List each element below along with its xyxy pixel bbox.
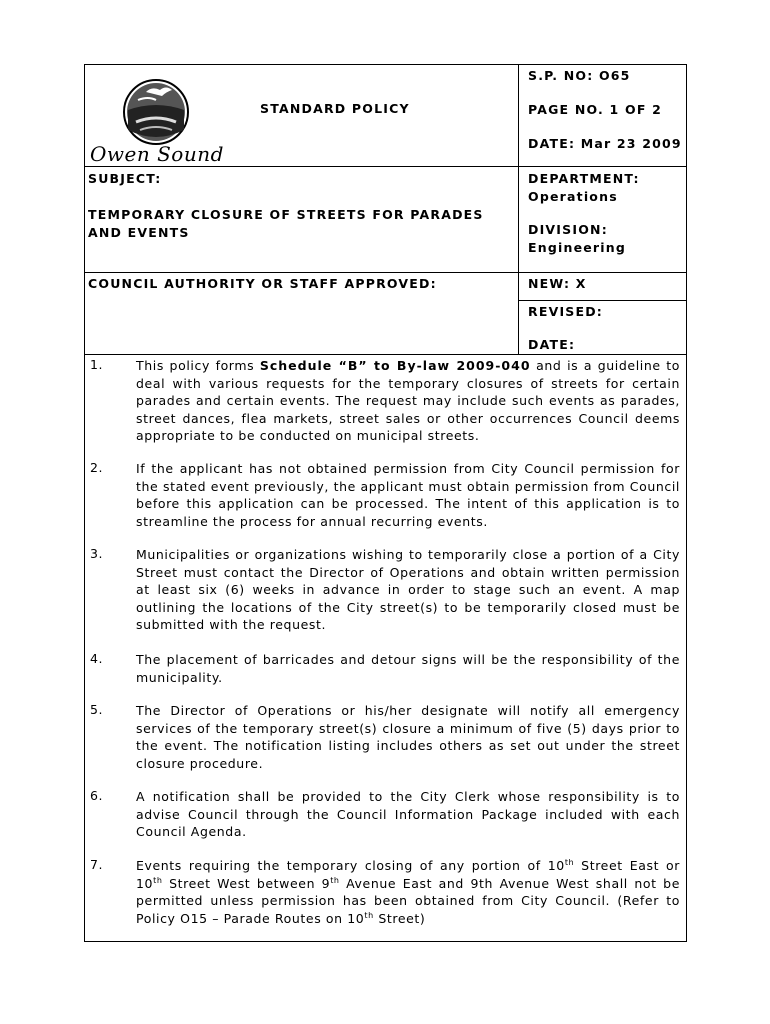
new-field: NEW: X — [528, 276, 587, 291]
sp-number: S.P. NO: O65 — [528, 68, 631, 83]
row-divider-1 — [84, 166, 687, 167]
subject-text: TEMPORARY CLOSURE OF STREETS FOR PARADES AND EVENTS — [88, 207, 484, 240]
paragraph-4: The placement of barricades and detour signs will be the responsibility of the municipality. — [136, 652, 680, 685]
council-authority-label: COUNCIL AUTHORITY OR STAFF APPROVED: — [88, 276, 437, 291]
division-value: Engineering — [528, 240, 627, 255]
paragraph-number: 1. — [90, 357, 104, 372]
row-divider-4 — [84, 354, 687, 355]
paragraph-6: A notification shall be provided to the City Clerk whose responsibility is to advise Council through the Council Information Package included with each Council Agenda. — [136, 789, 680, 839]
row-divider-2 — [84, 272, 687, 273]
department-label: DEPARTMENT: — [528, 171, 640, 186]
paragraph-5: The Director of Operations or his/her designate will notify all emergency services of the temporary street(s) closure a minimum of five (5) days prior to the event. The notification listing includes others as set out under the street closure procedure. — [136, 703, 680, 771]
frame-right — [686, 64, 687, 942]
frame-top — [84, 64, 687, 65]
policy-date: DATE: Mar 23 2009 — [528, 136, 682, 151]
paragraph-number: 2. — [90, 460, 104, 475]
paragraph-2: If the applicant has not obtained permission from City Council permission for the stated event previously, the applicant must obtain permission from Council before this application can be processed. The intent of this application is to streamline the process for annual recurring events. — [136, 461, 680, 529]
paragraph-number: 6. — [90, 788, 104, 803]
frame-left — [84, 64, 85, 942]
row-divider-3 — [518, 300, 687, 301]
paragraph-3: Municipalities or organizations wishing to temporarily close a portion of a City Street must contact the Director of Operations and obtain written permission at least six (6) weeks in advance in order to stage such an event. A map outlining the locations of the City street(s) to be temporarily closed must be submitted with the request. — [136, 547, 680, 632]
division-label: DIVISION: — [528, 222, 608, 237]
page-number: PAGE NO. 1 OF 2 — [528, 102, 663, 117]
paragraph-number: 7. — [90, 857, 104, 872]
standard-policy-title: STANDARD POLICY — [260, 101, 410, 116]
date-field: DATE: — [528, 337, 576, 352]
paragraph-number: 3. — [90, 546, 104, 561]
column-divider — [518, 64, 519, 354]
department-value: Operations — [528, 189, 618, 204]
subject-label: SUBJECT: — [88, 171, 162, 186]
paragraph-1: This policy forms Schedule “B” to By-law 2009-040 and is a guideline to deal with various requests for the temporary closures of streets for certain parades and certain events. The request may include such events as parades, street dances, flea markets, street sales or other occurrences Council deems appropriate to be conducted on municipal streets. — [136, 358, 681, 443]
frame-bottom — [84, 941, 687, 942]
logo-wordmark: Owen Sound — [90, 142, 224, 166]
paragraph-number: 4. — [90, 651, 104, 666]
revised-field: REVISED: — [528, 304, 604, 319]
owen-sound-logo — [88, 70, 224, 165]
paragraph-7: Events requiring the temporary closing of any portion of 10th Street East or 10th Street West between 9th Avenue East and 9th Avenue West shall not be permitted unless permission has been obtained from City Council. (Refer to Policy O15 – Parade Routes on 10th Street) — [136, 858, 681, 926]
paragraph-number: 5. — [90, 702, 104, 717]
bylaw-reference: Schedule “B” to By-law 2009-040 — [259, 358, 531, 373]
